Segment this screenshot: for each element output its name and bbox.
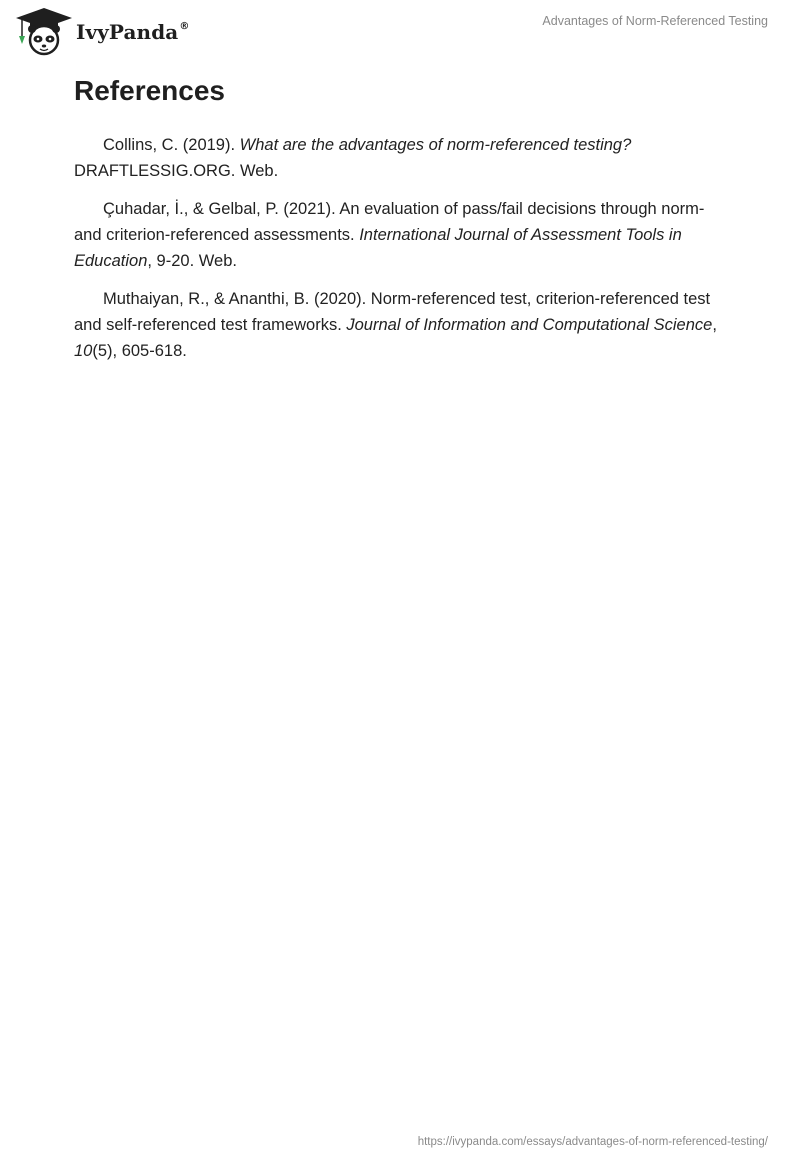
reference-item: Çuhadar, İ., & Gelbal, P. (2021). An evaluation of pass/fail decisions through norm- and criterion-referenced assessments. International Journal of Assessment Tools in Education, 9-20. Web.	[74, 200, 705, 270]
panda-graduate-logo-icon	[14, 6, 74, 56]
reference-journal: Journal of Information and Computational Science	[346, 316, 713, 334]
reference-volume: 10	[74, 342, 93, 360]
references-section	[74, 72, 730, 376]
source-url[interactable]: https://ivypanda.com/essays/advantages-of-norm-referenced-testing/	[417, 1136, 768, 1148]
running-title: Advantages of Norm-Referenced Testing	[542, 14, 768, 28]
reference-item: Muthaiyan, R., & Ananthi, B. (2020). Norm-referenced test, criterion-referenced test and self-referenced test frameworks. Journal of Information and Computational Science, 10(5), 605-618.	[74, 290, 717, 360]
reference-journal: International Journal of Assessment Tools in Education	[74, 226, 682, 270]
reference-item: Collins, C. (2019). What are the advantages of norm-referenced testing? DRAFTLESSIG.ORG. Web.	[74, 136, 632, 180]
logo-text: IvyPanda®	[76, 20, 190, 44]
page-title: References	[74, 75, 225, 106]
page-header	[0, 0, 800, 60]
reference-title: What are the advantages of norm-referenced testing?	[239, 136, 632, 154]
ivypanda-logo[interactable]	[14, 6, 189, 56]
